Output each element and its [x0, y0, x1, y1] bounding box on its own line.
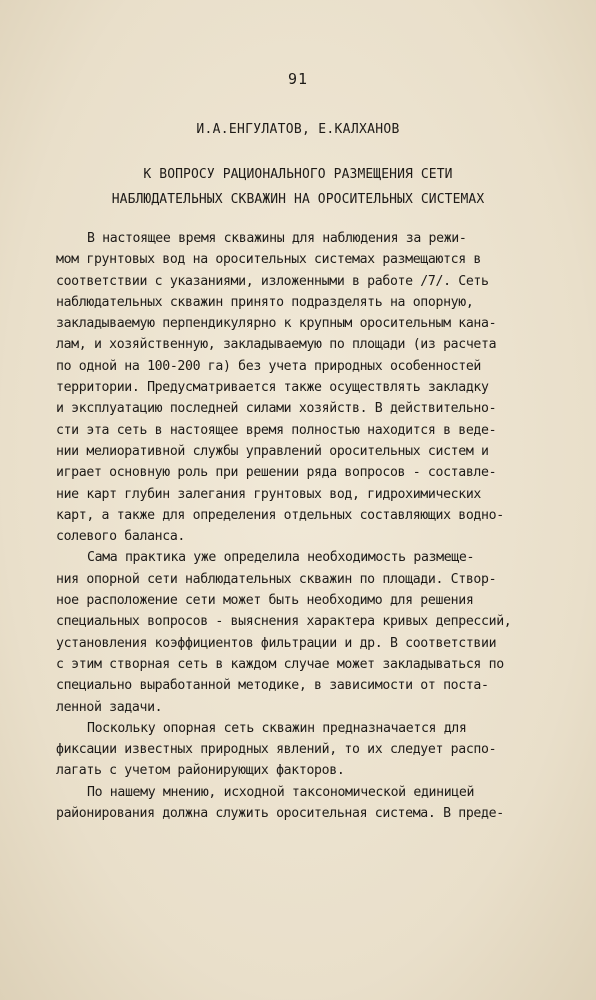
page-number: 91	[287, 70, 309, 88]
text-line: фиксации известных природных явлений, то их следует распо-	[56, 742, 497, 758]
text-line: карт, а также для определения отдельных составляющих водно-	[56, 507, 504, 523]
text-line: ния опорной сети наблюдательных скважин по площади. Створ-	[56, 571, 497, 587]
text-line: лагать с учетом районирующих факторов.	[56, 763, 345, 779]
article-body	[56, 228, 542, 824]
text-line: мом грунтовых вод на оросительных системах размещаются в	[56, 252, 482, 268]
text-line: районирования должна служить оросительная система. В преде-	[56, 806, 504, 822]
title-line: НАБЛЮДАТЕЛЬНЫХ СКВАЖИН НА ОРОСИТЕЛЬНЫХ СИСТЕМАХ	[111, 192, 485, 207]
text-line: закладываемую перпендикулярно к крупным оросительным кана-	[56, 316, 497, 332]
text-line: Поскольку опорная сеть скважин предназначается для	[87, 720, 467, 736]
text-line: специальных вопросов - выяснения характера кривых депрессий,	[56, 614, 512, 630]
text-line: По нашему мнению, исходной таксономической единицей	[87, 784, 475, 800]
text-line: установления коэффициентов фильтрации и др. В соответствии	[56, 635, 497, 651]
text-line: территории. Предусматривается также осуществлять закладку	[56, 380, 489, 396]
text-line: специально выработанной методике, в зависимости от поста-	[56, 678, 489, 694]
text-line: солевого баланса.	[56, 529, 186, 545]
text-line: по одной на 100-200 га) без учета природных особенностей	[56, 358, 482, 374]
text-line: и эксплуатацию последней силами хозяйств. В действительно-	[56, 401, 497, 417]
text-line: Сама практика уже определила необходимость размеще-	[87, 550, 475, 566]
text-line: ленной задачи.	[56, 699, 163, 715]
article-title	[0, 162, 596, 212]
text-line: играет основную роль при решении ряда вопросов - составле-	[56, 465, 497, 481]
text-line: нии мелиоративной службы управлений оросительных систем и	[56, 443, 489, 459]
text-line: лам, и хозяйственную, закладываемую по площади (из расчета	[56, 337, 497, 353]
text-line: ное расположение сети может быть необходимо для решения	[56, 593, 474, 609]
text-line: ние карт глубин залегания грунтовых вод, гидрохимических	[56, 486, 482, 502]
title-line: К ВОПРОСУ РАЦИОНАЛЬНОГО РАЗМЕЩЕНИЯ СЕТИ	[143, 167, 453, 182]
text-line: наблюдательных скважин принято подразделять на опорную,	[56, 294, 474, 310]
text-line: В настоящее время скважины для наблюдения за режи-	[87, 231, 467, 246]
text-line: сти эта сеть в настоящее время полностью находится в веде-	[56, 422, 497, 438]
authors: И.А.ЕНГУЛАТОВ, Е.КАЛХАНОВ	[196, 122, 400, 137]
text-line: с этим створная сеть в каждом случае может закладываться по	[56, 656, 504, 672]
text-line: соответствии с указаниями, изложенными в работе /7/. Сеть	[56, 273, 489, 289]
